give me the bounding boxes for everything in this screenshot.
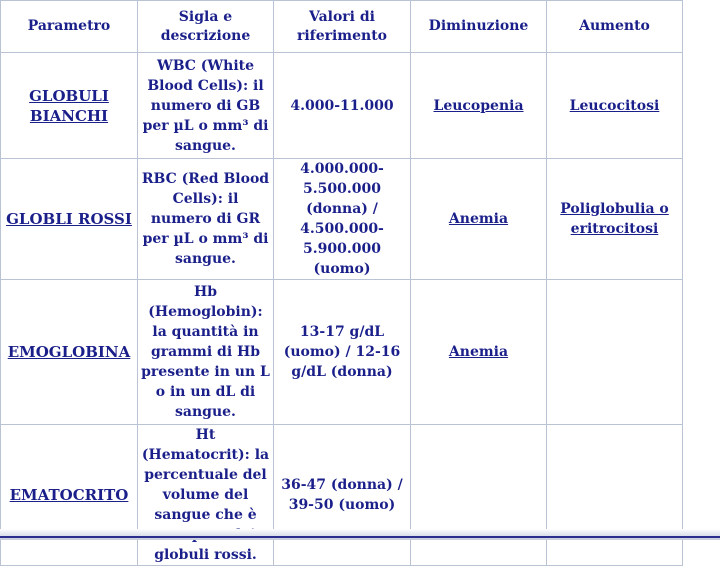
table-row [1, 159, 683, 280]
param-cell[interactable] [1, 159, 138, 280]
bottom-gradient-band [0, 529, 720, 540]
increase-cell[interactable] [547, 159, 683, 280]
header-valori: Valori di riferimento [274, 1, 411, 53]
reference-values-cell: 4.000.000-5.500.000 (donna) / 4.500.000-5.900.000 (uomo) [274, 159, 411, 280]
description-cell: Hb (Hemoglobin): la quantità in grammi di Hb presente in un L o in un dL di sangue. [138, 280, 274, 425]
description-cell: RBC (Red Blood Cells): il numero di GR per µL o mm³ di sangue. [138, 159, 274, 280]
reference-values-cell: 36-47 (donna) / 39-50 (uomo) [274, 425, 411, 566]
description-cell: Ht (Hematocrit): la percentuale del volume del sangue che è globuli rossi. [138, 425, 274, 566]
param-link[interactable]: EMOGLOBINA [7, 343, 131, 361]
decrease-link[interactable]: Leucopenia [433, 97, 524, 114]
param-link[interactable]: GLOBLI ROSSI [6, 210, 132, 228]
header-sigla: Sigla e descrizione [138, 1, 274, 53]
increase-cell [547, 425, 683, 566]
table-row [1, 53, 683, 159]
param-cell[interactable] [1, 425, 138, 566]
description-cell: WBC (White Blood Cells): il numero di GB per µL o mm³ di sangue. [138, 53, 274, 159]
header-parametro: Parametro [1, 1, 138, 53]
bottom-divider-line [0, 536, 720, 538]
increase-link[interactable]: Leucocitosi [569, 97, 660, 114]
reference-values-cell: 4.000-11.000 [274, 53, 411, 159]
param-cell[interactable] [1, 53, 138, 159]
header-row [1, 1, 683, 53]
decrease-link[interactable]: Anemia [448, 211, 509, 227]
table-row [1, 280, 683, 425]
decrease-cell[interactable] [411, 53, 547, 159]
param-link[interactable]: EMATOCRITO [9, 486, 129, 504]
param-cell[interactable] [1, 280, 138, 425]
increase-link[interactable]: Poliglobulia o eritrocitosi [560, 201, 669, 237]
param-link[interactable]: GLOBULI BIANCHI [29, 86, 109, 125]
decrease-cell[interactable] [411, 280, 547, 425]
increase-cell[interactable] [547, 53, 683, 159]
header-aumento: Aumento [547, 1, 683, 53]
increase-cell [547, 280, 683, 425]
decrease-cell [411, 425, 547, 566]
decrease-cell[interactable] [411, 159, 547, 280]
table-row [1, 425, 683, 566]
decrease-link[interactable]: Anemia [448, 344, 509, 360]
reference-values-cell: 13-17 g/dL (uomo) / 12-16 g/dL (donna) [274, 280, 411, 425]
header-diminuzione: Diminuzione [411, 1, 547, 53]
